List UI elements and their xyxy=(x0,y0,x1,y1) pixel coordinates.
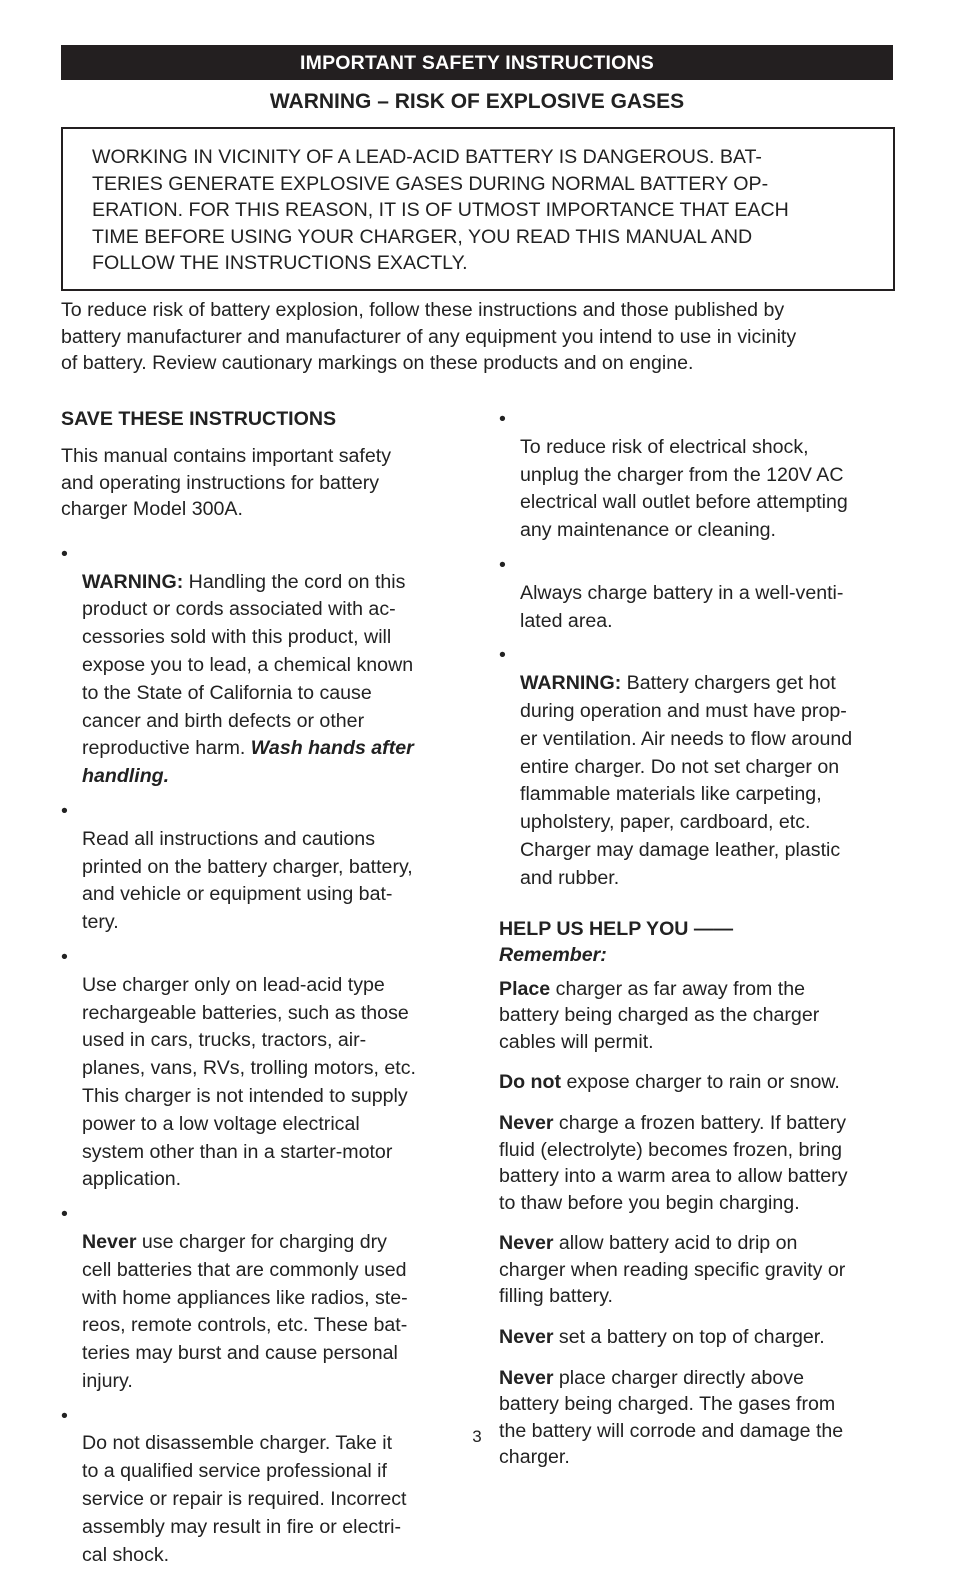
emphasis-text: Wash hands after handling. xyxy=(82,737,414,788)
charger-above-paragraph xyxy=(499,1365,899,1471)
list-item xyxy=(61,541,461,791)
list-item xyxy=(61,798,461,937)
do-not-label: Do not xyxy=(499,1071,562,1094)
never-label: Never xyxy=(499,1326,554,1349)
bullet-text: Battery chargers get hot during operation and must have prop- er ventilation. Air needs to flow around entire charger. Do not set charger on flammable materials like carpeting, upholstery, paper, cardboard, etc. Charger may damage leather, plastic and rubber. xyxy=(520,672,853,889)
never-label: Never xyxy=(499,1111,554,1134)
bullet-text: Use charger only on lead-acid type rechargeable batteries, such as those used in cars, trucks, tractors, air- planes, vans, RVs, trolling motors, etc. This charger is not intended to supply power to a low voltage electrical system other than in a starter-motor application. xyxy=(82,973,416,1191)
page-number: 3 xyxy=(472,1427,482,1446)
manual-intro-text: This manual contains important safety and operating instructions for battery charger Model 300A. xyxy=(61,445,391,521)
warning-label: WARNING: xyxy=(82,570,184,593)
save-instructions-heading: SAVE THESE INSTRUCTIONS xyxy=(61,408,337,430)
paragraph-text: expose charger to rain or snow. xyxy=(561,1071,840,1094)
help-us-heading: HELP US HELP YOU —— xyxy=(499,917,734,940)
acid-drip-paragraph xyxy=(499,1230,899,1310)
warning-label: WARNING: xyxy=(520,672,622,695)
bullet-marker: • xyxy=(499,553,506,576)
bullet-marker: • xyxy=(61,542,68,565)
paragraph-text: set a battery on top of charger. xyxy=(553,1326,825,1349)
bullet-text: Do not disassemble charger. Take it to a qualified service professional if service or repair is required. Incorrect assembly may result in fire or electri- cal shock. xyxy=(82,1432,407,1566)
bullet-marker: • xyxy=(499,644,506,667)
list-item xyxy=(61,1201,461,1396)
never-label: Never xyxy=(499,1232,554,1255)
paragraph-text: charger as far away from the battery being charged as the charger cables will permit. xyxy=(499,977,820,1053)
bullet-text: Read all instructions and cautions printed on the battery charger, battery, and vehicle or equipment using bat- tery. xyxy=(82,827,413,934)
list-item xyxy=(61,944,461,1194)
bullet-text: To reduce risk of electrical shock, unplug the charger from the 120V AC electrical wall outlet before attempting any maintenance or cleaning. xyxy=(520,435,848,542)
remember-label: Remember: xyxy=(499,943,607,966)
frozen-battery-paragraph xyxy=(499,1110,899,1216)
placement-paragraph xyxy=(499,976,899,1056)
intro-paragraph: To reduce risk of battery explosion, follow these instructions and those published by battery manufacturer and manufacturer of any equipment you intend to use in vicinity of battery. Review cautionary markings on these products and on engine. xyxy=(61,299,797,375)
bullet-text: Handling the cord on this product or cords associated with ac- cessories sold with this product, will expose you to lead, a chemical known to the State of California to cause cancer and birth defects or other reproductive harm. xyxy=(82,570,414,760)
bullet-marker: • xyxy=(61,1404,68,1427)
never-label: Never xyxy=(499,1366,554,1389)
warning-box xyxy=(61,127,895,291)
warning-box-text: WORKING IN VICINITY OF A LEAD-ACID BATTERY IS DANGEROUS. BAT- TERIES GENERATE EXPLOSIVE GASES DURING NORMAL BATTERY OP- ERATION. FOR THIS REASON, IT IS OF UTMOST IMPORTANCE THAT EACH TIME BEFORE USING YOUR CHARGER, YOU READ THIS MANUAL AND FOLLOW THE INSTRUCTIONS EXACTLY. xyxy=(92,146,789,275)
section-banner: IMPORTANT SAFETY INSTRUCTIONS xyxy=(61,45,893,80)
left-column xyxy=(61,406,461,1569)
page-subtitle: WARNING – RISK OF EXPLOSIVE GASES xyxy=(269,90,685,113)
list-item xyxy=(499,552,899,635)
place-label: Place xyxy=(499,977,551,1000)
rain-paragraph xyxy=(499,1069,899,1096)
list-item xyxy=(499,642,899,892)
list-item xyxy=(499,406,899,545)
bullet-text: use charger for charging dry cell batteries that are commonly used with home appliances like radios, ste- reos, remote controls, etc. These bat- teries may burst and cause personal injury. xyxy=(82,1230,408,1392)
never-label: Never xyxy=(82,1230,137,1253)
battery-on-top-paragraph xyxy=(499,1324,899,1351)
paragraph-text: place charger directly above battery being charged. The gases from the battery will corrode and damage the charger. xyxy=(499,1366,844,1469)
right-column xyxy=(499,406,899,1471)
paragraph-text: allow battery acid to drip on charger when reading specific gravity or filling battery. xyxy=(499,1232,846,1308)
bullet-text: Always charge battery in a well-venti- lated area. xyxy=(520,581,844,632)
paragraph-text: charge a frozen battery. If battery fluid (electrolyte) becomes frozen, bring battery into a warm area to allow battery to thaw before you begin charging. xyxy=(499,1111,848,1214)
bullet-marker: • xyxy=(61,945,68,968)
bullet-marker: • xyxy=(61,1203,68,1226)
bullet-marker: • xyxy=(499,408,506,430)
bullet-marker: • xyxy=(61,799,68,822)
